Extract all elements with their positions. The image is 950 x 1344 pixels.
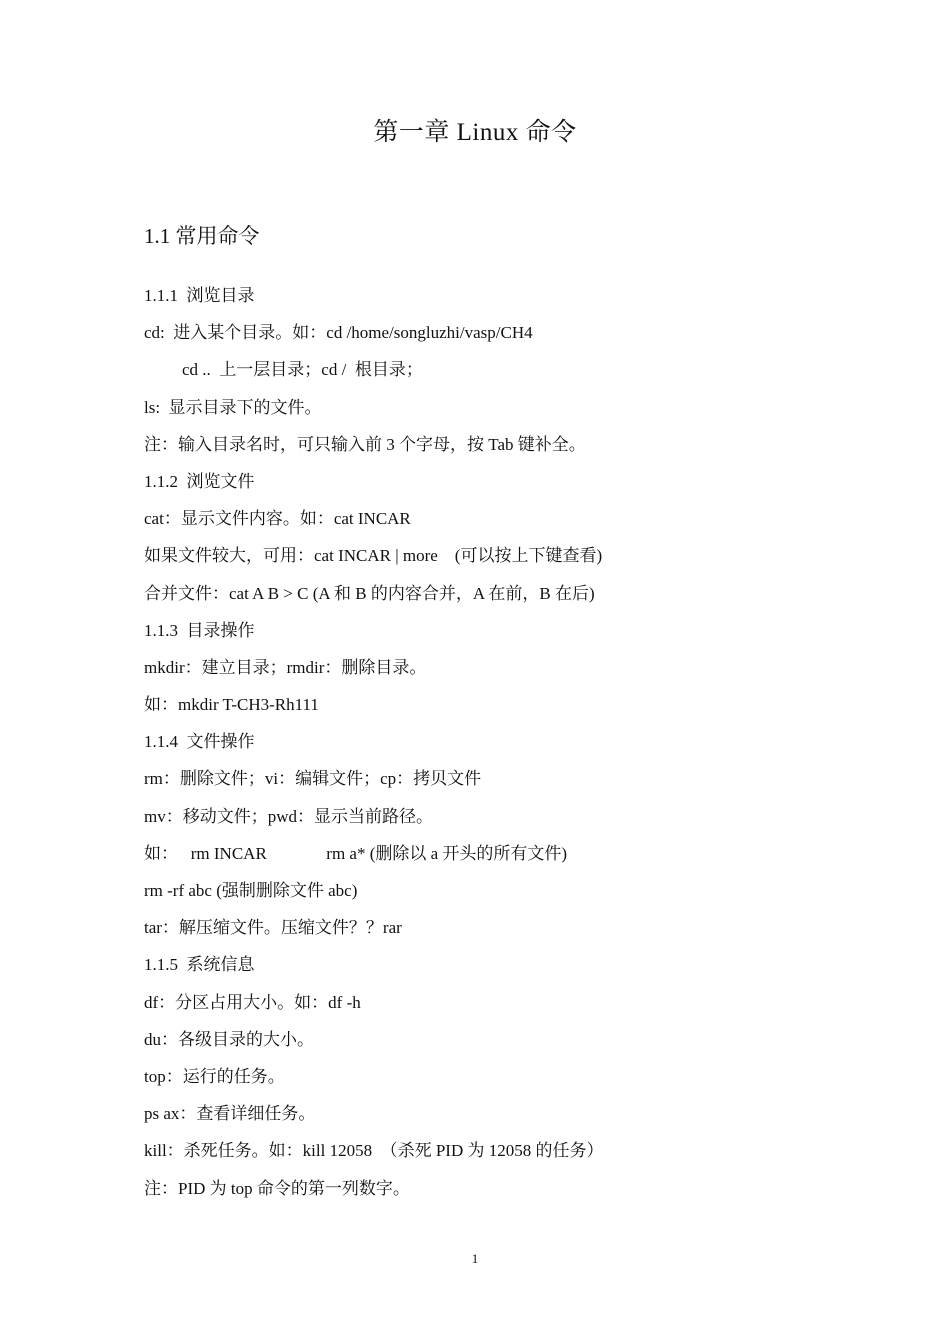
page-number: 1 <box>471 1251 479 1266</box>
text-line: mkdir：建立目录；rmdir：删除目录。 <box>144 657 427 677</box>
text-line: tar：解压缩文件。压缩文件？？rar <box>144 918 402 938</box>
text-line: du：各级目录的大小。 <box>144 1029 314 1049</box>
text-line: cd: 进入某个目录。如：cd /home/songluzhi/vasp/CH4 <box>144 323 533 343</box>
text-line: cd .. 上一层目录；cd / 根目录； <box>182 360 423 380</box>
text-line: 如： rm INCAR rm a* (删除以 a 开头的所有文件) <box>144 843 568 863</box>
text-line: 如：mkdir T-CH3-Rh111 <box>144 695 319 715</box>
text-line: 合并文件：cat A B > C (A 和 B 的内容合并，A 在前，B 在后) <box>144 583 595 603</box>
subhead-file-ops: 1.1.4 文件操作 <box>144 732 255 752</box>
section-title: 1.1 常用命令 <box>144 224 260 248</box>
text-line: 如果文件较大，可用：cat INCAR | more (可以按上下键查看) <box>144 546 603 566</box>
text-line: cat：显示文件内容。如：cat INCAR <box>144 509 411 529</box>
text-line: df：分区占用大小。如：df -h <box>144 992 361 1012</box>
content-body <box>144 281 824 1211</box>
text-line: rm：删除文件；vi：编辑文件；cp：拷贝文件 <box>144 769 482 789</box>
subhead-system-info: 1.1.5 系统信息 <box>144 955 255 975</box>
subhead-browse-directory: 1.1.1 浏览目录 <box>144 286 255 305</box>
text-line: ls: 显示目录下的文件。 <box>144 397 322 417</box>
text-line: mv：移动文件；pwd：显示当前路径。 <box>144 806 433 826</box>
text-line: ps ax：查看详细任务。 <box>144 1104 316 1124</box>
text-line: 注：PID 为 top 命令的第一列数字。 <box>144 1178 410 1198</box>
text-line: top：运行的任务。 <box>144 1066 285 1086</box>
subhead-directory-ops: 1.1.3 目录操作 <box>144 620 255 640</box>
chapter-title: 第一章 Linux 命令 <box>373 119 577 146</box>
subhead-browse-file: 1.1.2 浏览文件 <box>144 471 255 491</box>
text-line: rm -rf abc (强制删除文件 abc) <box>144 881 358 900</box>
text-line: kill：杀死任务。如：kill 12058 （杀死 PID 为 12058 的任务） <box>144 1141 604 1161</box>
text-line: 注：输入目录名时，可只输入前 3 个字母，按 Tab 键补全。 <box>144 434 586 454</box>
